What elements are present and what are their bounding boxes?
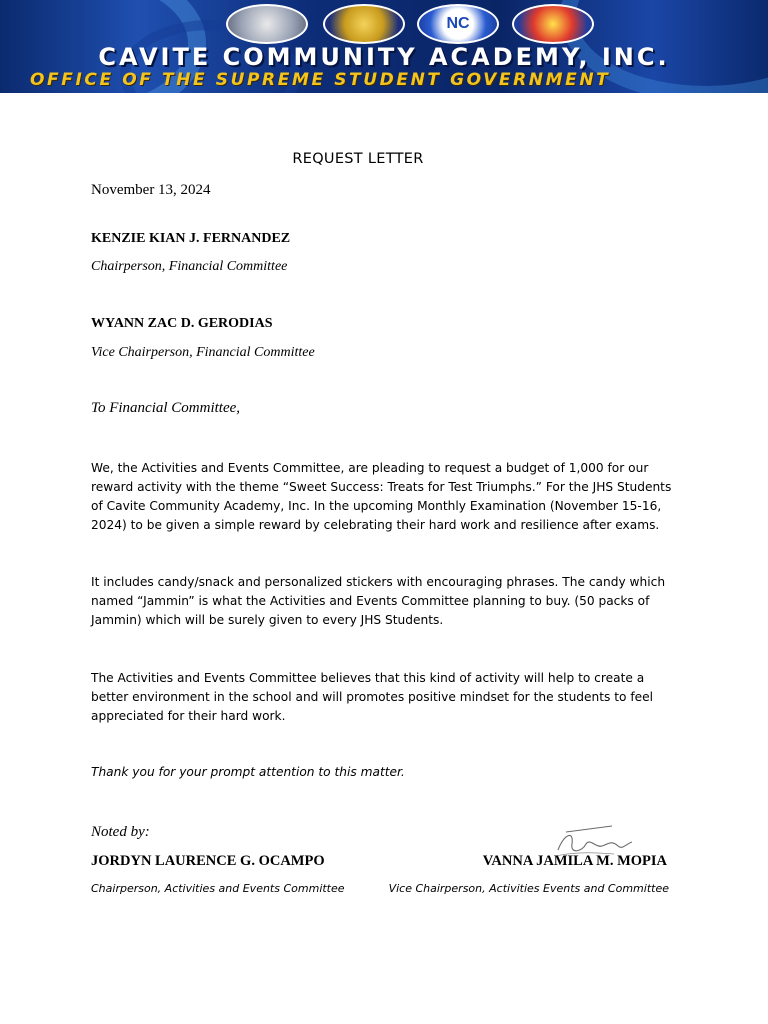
body-paragraph: It includes candy/snack and personalized stickers with encouraging phrases. The candy which named “Jammin” is what the Activities and Events Committee planning to buy. (50 packs of Jammin) which will be surely given to every JHS Students.	[91, 575, 666, 627]
school-name: CAVITE COMMUNITY ACADEMY, INC.	[98, 43, 670, 71]
body-paragraph: The Activities and Events Committee believes that this kind of activity will help to create a better environment in the school and will promotes positive mindset for the students to feel appreciated for their hard work.	[91, 671, 654, 723]
signatory-role: Chairperson, Activities and Events Committee	[91, 882, 345, 895]
ssg-emblem-logo	[512, 4, 594, 44]
recipient-name: WYANN ZAC D. GERODIAS	[91, 316, 273, 331]
recipient-name: KENZIE KIAN J. FERNANDEZ	[91, 231, 291, 246]
office-name: OFFICE OF THE SUPREME STUDENT GOVERNMENT	[30, 70, 611, 90]
signatory-name: VANNA JAMILA M. MOPIA	[482, 853, 667, 869]
noted-by-label: Noted by:	[91, 824, 150, 840]
recipient-role: Chairperson, Financial Committee	[91, 259, 288, 274]
salutation: To Financial Committee,	[91, 400, 241, 416]
signatory-name: JORDYN LAURENCE G. OCAMPO	[91, 853, 325, 869]
school-seal-logo	[226, 4, 308, 44]
recipient-role: Vice Chairperson, Financial Committee	[91, 345, 315, 360]
logo-row	[0, 4, 768, 44]
closing-line: Thank you for your prompt attention to this matter.	[91, 765, 405, 779]
nc-logo	[417, 4, 499, 44]
nc-logo-text: NC	[446, 15, 470, 32]
signatory-role: Vice Chairperson, Activities Events and Committee	[388, 882, 669, 895]
letter-title: REQUEST LETTER	[292, 151, 424, 167]
header-banner	[0, 0, 768, 93]
body-paragraph: We, the Activities and Events Committee, are pleading to request a budget of 1,000 for our reward activity with the theme “Sweet Success: Treats for Test Triumphs.” For the JHS Students of Cavite Community Academy, Inc. In the upcoming Monthly Examination (November 15-16, 2024) to be given a simple reward by celebrating their hard work and resilience after exams.	[91, 461, 672, 532]
letter-date: November 13, 2024	[91, 182, 211, 198]
academy-emblem-logo	[323, 4, 405, 44]
